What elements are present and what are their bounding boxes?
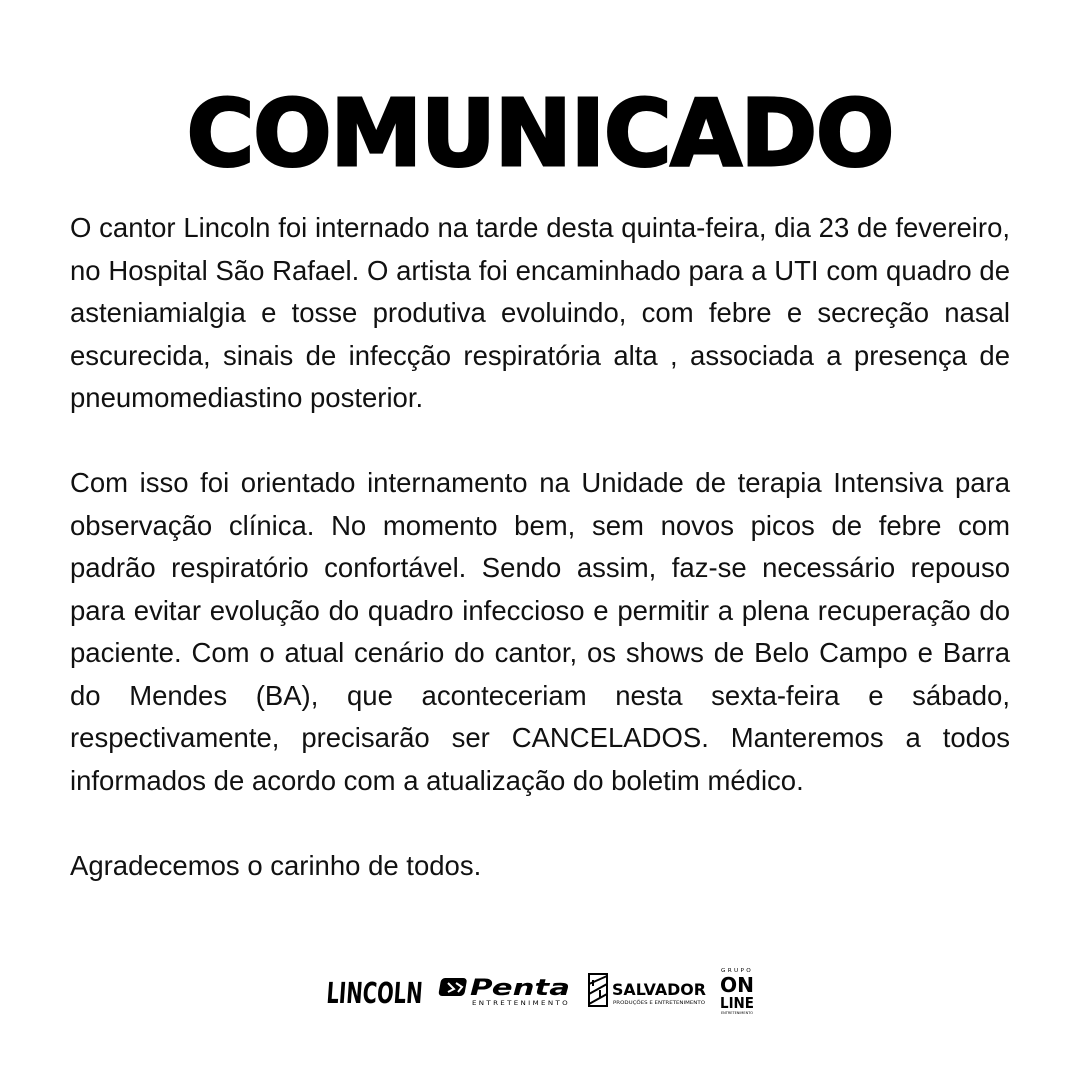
salvador-logo-text: SALVADOR: [612, 980, 706, 999]
salvador-logo: [588, 972, 708, 1010]
paragraph-thanks: Agradecemos o carinho de todos.: [70, 849, 482, 881]
penta-logo: [442, 974, 574, 1008]
online-logo-subtext: ENTRETENIMENTO: [721, 1011, 754, 1015]
sponsor-logos: [0, 966, 1080, 1016]
paragraph-treatment-cancellation: Com isso foi orientado internamento na Unidade de terapia Intensiva para observação clínica. No momento bem, sem novos picos de febre com padrão respiratório confortável. Sendo assim, faz-se necessário repouso para evitar evolução do quadro infeccioso e permitir a plena recuperação do paciente. Com o atual cenário do cantor, os shows de Belo Campo e Barra do Mendes (BA), que aconteceriam nesta sexta-feira e sábado, respectivamente, precisarão ser CANCELADOS. Manteremos a todos informados de acordo com a atualização do boletim médico.: [70, 467, 1010, 796]
online-logo-top: GRUPO: [721, 968, 753, 974]
online-logo-line1: ON: [720, 973, 754, 997]
lincoln-logo: [325, 972, 470, 1010]
salvador-logo-subtext: PRODUÇÕES E ENTRETENIMENTO: [613, 1001, 689, 1006]
lincoln-logo-text: LINCOLN: [325, 976, 470, 1010]
penta-logo-text: Penta: [470, 976, 570, 1001]
online-logo: [718, 966, 758, 1016]
online-logo-line2: LINE: [720, 994, 754, 1012]
page-title: COMUNICADO: [186, 80, 894, 187]
salvador-emblem-icon: [589, 974, 607, 1006]
paragraph-hospitalization: O cantor Lincoln foi internado na tarde desta quinta-feira, dia 23 de fevereiro, no Hospital São Rafael. O artista foi encaminhado para a UTI com quadro de asteniamialgia e tosse produtiva evoluindo, com febre e secreção nasal escurecida, sinais de infecção respiratória alta , associada a presença de pneumomediastino posterior.: [70, 212, 1010, 413]
announcement-body: [70, 207, 1010, 887]
penta-logo-subtext: ENTRETENIMENTO: [472, 1000, 570, 1007]
